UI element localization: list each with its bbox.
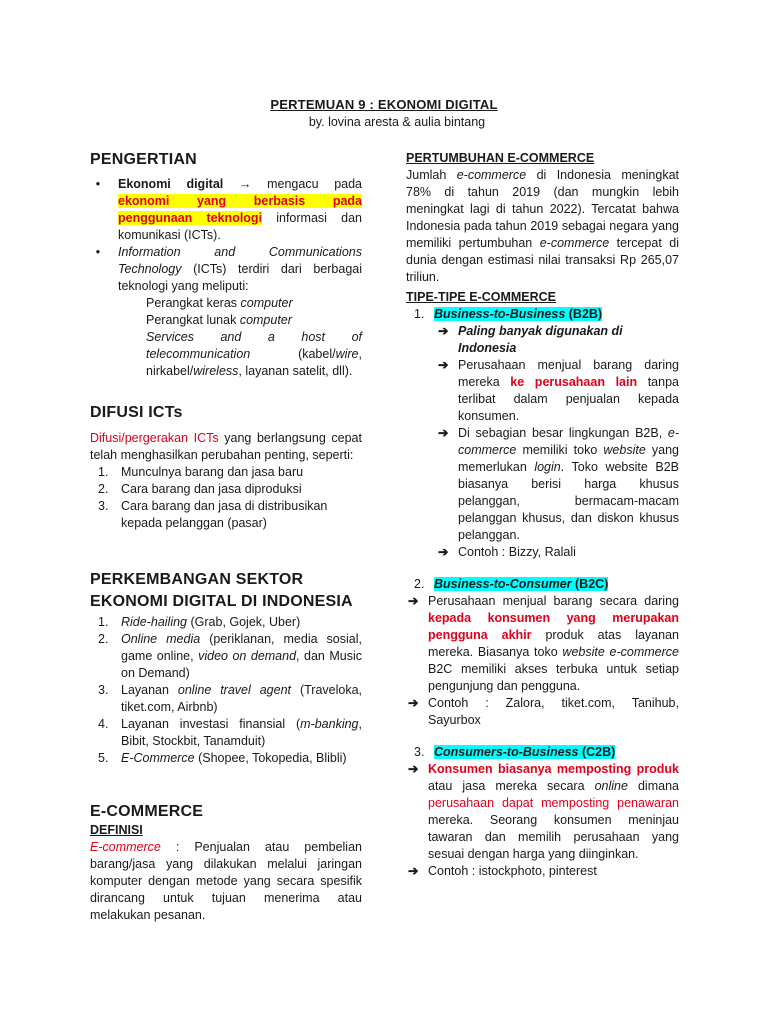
list-item: 4. Layanan investasi finansial (m-banking, Bibit, Stockbit, Tanamduit) [98, 717, 362, 748]
type-b2c [406, 576, 679, 593]
list-item: ➔ Di sebagian besar lingkungan B2B, e-commerce memiliki toko website yang memerlukan login. Toko website B2B biasanya berisi harga khusus pelanggan, bermacam-macam pelanggan khusus, dan diskon khusus pelanggan. [438, 426, 679, 542]
perkembangan-list [90, 614, 362, 767]
right-arrow-icon: ➔ [438, 545, 449, 559]
subheading-definisi: DEFINISI [90, 823, 143, 837]
type-c2b [406, 744, 679, 761]
sub-list [118, 295, 362, 380]
heading-difusi: DIFUSI ICTs [90, 404, 183, 421]
right-arrow-icon: ➔ [438, 426, 449, 440]
list-item: ➔ Contoh : Zalora, tiket.com, Tanihub, Sayurbox [408, 696, 679, 727]
heading-ecommerce: E-COMMERCE [90, 803, 204, 820]
difusi-intro: Difusi/pergerakan ICTs yang berlangsung cepat telah menghasilkan perubahan penting, seperti: [90, 431, 362, 462]
heading-perkembangan: PERKEMBANGAN SEKTOR EKONOMI DIGITAL DI INDONESIA [90, 571, 353, 610]
list-item: • Ekonomi digital → mengacu pada ekonomi yang berbasis pada penggunaan teknologi informasi dan komunikasi (ICTs). [90, 176, 362, 244]
section-pengertian [90, 151, 362, 380]
section-tipe [406, 289, 679, 880]
right-arrow-icon: → [238, 177, 252, 191]
list-item: 1. Munculnya barang dan jasa baru [98, 465, 304, 479]
list-item: ➔ Perusahaan menjual barang daring mereka ke perusahaan lain tanpa terlibat dalam penjualan kepada konsumen. [438, 358, 679, 423]
list-item: 3. Layanan online travel agent (Traveloka, tiket.com, Airbnb) [98, 683, 362, 714]
type-b2b [406, 306, 679, 561]
right-arrow-icon: ➔ [438, 324, 449, 338]
list-item: ➔ Contoh : istockphoto, pinterest [408, 864, 597, 878]
sub-item: Services and a host of telecommunication (kabel/wire, nirkabel/wireless, layanan satelit, dll). [146, 330, 362, 378]
type-label: 2. Business-to-Consumer (B2C) [414, 577, 609, 591]
right-arrow-icon: ➔ [408, 762, 419, 776]
section-pertumbuhan [406, 150, 679, 286]
list-item: • Information and Communications Technology (ICTs) terdiri dari berbagai teknologi yang meliputi: Perangkat keras computer Perangkat lunak computer Services and a host of telecommunication (kabel/wire, nirkabel/wireless, layanan satelit, dll). [90, 244, 362, 380]
heading-tipe: TIPE-TIPE E-COMMERCE [406, 290, 557, 304]
sub-item: Perangkat keras computer [146, 296, 293, 310]
bullet-icon: • [95, 177, 101, 191]
type-label: 1. Business-to-Business (B2B) [414, 307, 603, 321]
list-item: 3. Cara barang dan jasa di distribusikan kepada pelanggan (pasar) [98, 499, 328, 530]
pertumbuhan-text: Jumlah e-commerce di Indonesia meningkat 78% di tahun 2019 (dan mungkin lebih meningkat lagi di tahun 2022). Tercatat bahwa Indonesia pada tahun 2019 sebagai negara yang memiliki pertumbuhan e-commerce tercepat di dunia dengan estimasi nilai transaksi Rp 265,07 triliun. [406, 168, 679, 284]
list-item: 1. Ride-hailing (Grab, Gojek, Uber) [98, 615, 301, 629]
right-arrow-icon: ➔ [408, 696, 419, 710]
right-arrow-icon: ➔ [408, 594, 419, 608]
right-arrow-icon: ➔ [438, 358, 449, 372]
list-item: ➔ Contoh : Bizzy, Ralali [438, 545, 576, 559]
bullet-icon: • [95, 245, 101, 259]
list-item: ➔ Perusahaan menjual barang secara daring kepada konsumen yang merupakan pengguna akhir produk atas layanan mereka. Biasanya toko website e-commerce B2C memiliki akses terbuka untuk setiap pengunjung dan pengguna. [408, 594, 679, 693]
list-item: 2. Cara barang dan jasa diproduksi [98, 482, 302, 496]
section-perkembangan [90, 569, 362, 767]
type-label: 3. Consumers-to-Business (C2B) [414, 745, 616, 759]
difusi-list [90, 464, 362, 532]
section-difusi [90, 404, 362, 532]
heading-pertumbuhan: PERTUMBUHAN E-COMMERCE [406, 151, 595, 165]
byline: by. lovina aresta & aulia bintang [308, 115, 486, 129]
heading-pengertian: PENGERTIAN [90, 151, 197, 168]
list-item: ➔ Paling banyak digunakan di Indonesia [438, 324, 623, 355]
right-arrow-icon: ➔ [408, 864, 419, 878]
list-item: 2. Online media (periklanan, media sosial, game online, video on demand, dan Music on Demand) [98, 632, 362, 680]
sub-item: Perangkat lunak computer [146, 313, 292, 327]
section-ecommerce [90, 803, 362, 924]
list-item: ➔ Konsumen biasanya memposting produk atau jasa mereka secara online dimana perusahaan dapat memposting penawaran mereka. Seorang konsumen meninjau tawaran dan memilih perusahaan yang sesuai dengan harga yang diinginkan. [408, 762, 679, 861]
list-item: 5. E-Commerce (Shopee, Tokopedia, Blibli) [98, 751, 347, 765]
page-title: PERTEMUAN 9 : EKONOMI DIGITAL [270, 97, 498, 112]
pengertian-list [90, 176, 362, 380]
definisi-text: E-commerce : Penjualan atau pembelian barang/jasa yang dilakukan melalui jaringan komputer dengan metode yang secara spesifik dirancang untuk tujuan menerima atau melakukan pesanan. [90, 840, 362, 922]
